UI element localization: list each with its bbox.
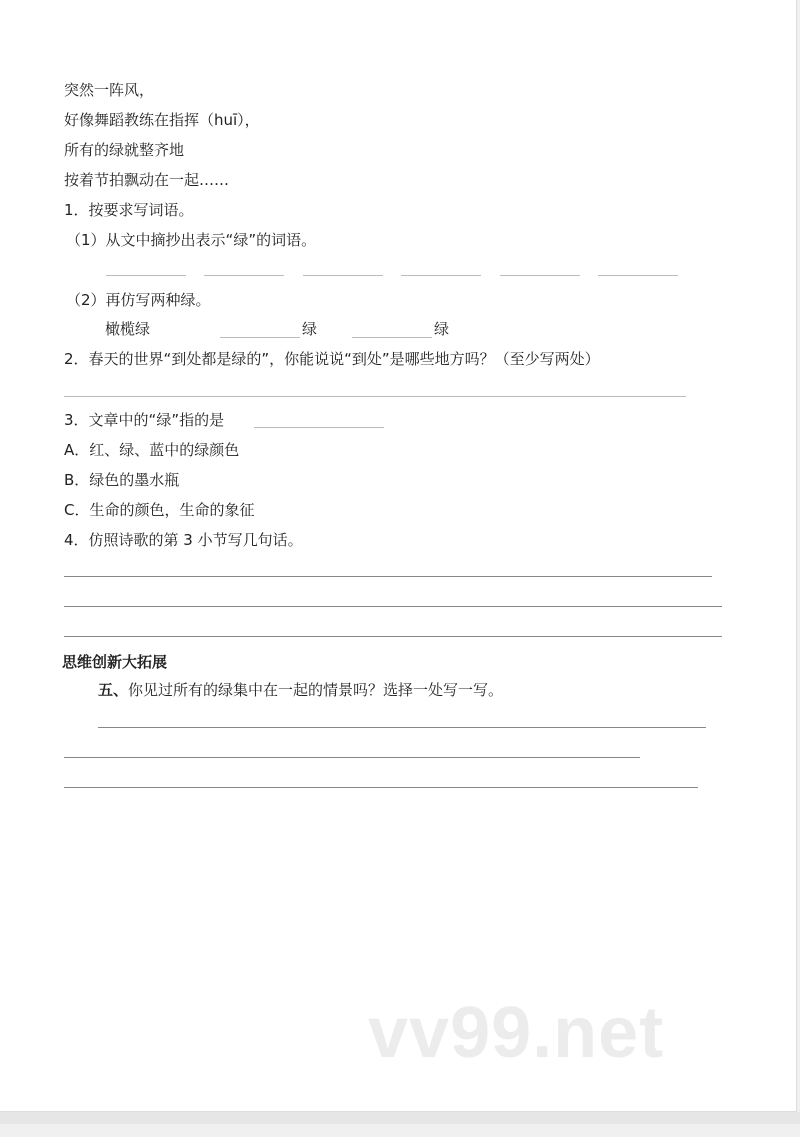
question-4: 4．仿照诗歌的第 3 小节写几句话。 <box>64 531 303 549</box>
answer-blank[interactable] <box>303 275 383 276</box>
answer-line[interactable] <box>64 636 722 637</box>
answer-line[interactable] <box>98 727 706 728</box>
option-c: C．生命的颜色，生命的象征 <box>64 501 255 519</box>
question-1-sub2: （2）再仿写两种绿。 <box>66 291 211 309</box>
poem-line: 所有的绿就整齐地 <box>64 141 185 159</box>
answer-blank[interactable] <box>254 427 384 428</box>
answer-blank[interactable] <box>204 275 284 276</box>
answer-line[interactable] <box>64 757 640 758</box>
answer-line[interactable] <box>64 787 698 788</box>
suffix-text: 绿 <box>302 320 318 338</box>
question-5-number: 五、 <box>98 681 129 699</box>
poem-line: 好像舞蹈教练在指挥（huī）， <box>64 111 260 129</box>
question-1-sub1: （1）从文中摘抄出表示“绿”的词语。 <box>66 231 317 249</box>
section-heading: 思维创新大拓展 <box>62 653 168 671</box>
answer-blank[interactable] <box>401 275 481 276</box>
answer-line[interactable] <box>64 576 712 577</box>
question-1-title: 1．按要求写词语。 <box>64 201 194 219</box>
answer-blank[interactable] <box>352 337 432 338</box>
question-5-text: 你见过所有的绿集中在一起的情景吗？选择一处写一写。 <box>128 681 504 699</box>
example-word: 橄榄绿 <box>105 320 151 338</box>
answer-blank[interactable] <box>598 275 678 276</box>
poem-line: 按着节拍飘动在一起…… <box>64 171 230 189</box>
option-b: B．绿色的墨水瓶 <box>64 471 180 489</box>
question-2: 2．春天的世界“到处都是绿的”，你能说说“到处”是哪些地方吗？（至少写两处） <box>64 350 600 368</box>
watermark: vv99.net <box>368 993 665 1073</box>
answer-line[interactable] <box>64 606 722 607</box>
question-5 <box>98 680 503 700</box>
answer-blank[interactable] <box>220 337 300 338</box>
suffix-text: 绿 <box>434 320 450 338</box>
question-3-title: 3．文章中的“绿”指的是 <box>64 411 225 429</box>
option-a: A．红、绿、蓝中的绿颜色 <box>64 441 240 459</box>
answer-line[interactable] <box>64 396 686 397</box>
answer-blank[interactable] <box>500 275 580 276</box>
page-gap <box>0 1112 800 1124</box>
poem-line: 突然一阵风， <box>64 81 155 99</box>
answer-blank[interactable] <box>106 275 186 276</box>
